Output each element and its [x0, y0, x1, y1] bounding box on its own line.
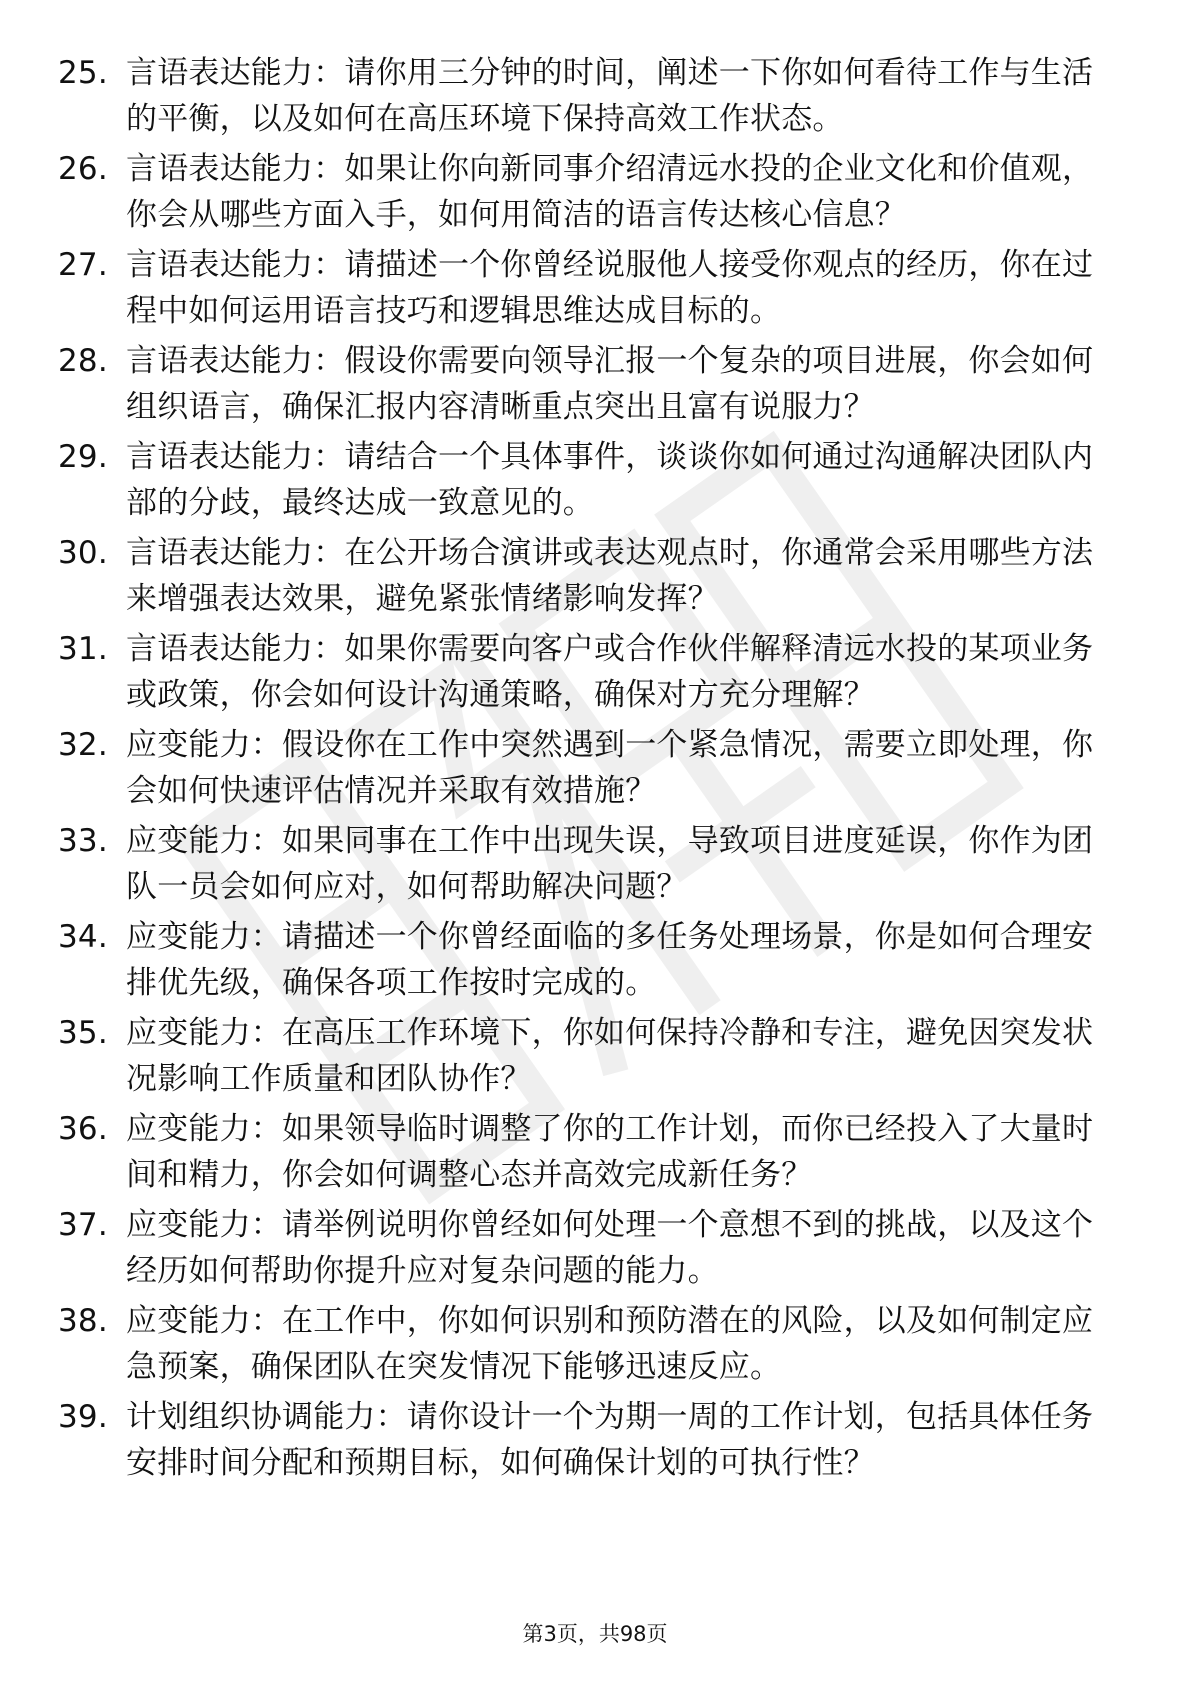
- question-number: 39.: [58, 1399, 108, 1435]
- question-text: 应变能力：如果领导临时调整了你的工作计划，而你已经投入了大量时间和精力，你会如何调整心态并高效完成新任务？: [126, 1111, 1094, 1193]
- question-item: [58, 1010, 1118, 1106]
- question-item: [58, 338, 1118, 434]
- question-item: [58, 434, 1118, 530]
- question-text: 应变能力：请描述一个你曾经面临的多任务处理场景，你是如何合理安排优先级，确保各项工作按时完成的。: [126, 919, 1094, 1001]
- question-text: 言语表达能力：在公开场合演讲或表达观点时，你通常会采用哪些方法来增强表达效果，避免紧张情绪影响发挥？: [126, 535, 1094, 617]
- page-footer: 第3页，共98页: [522, 1622, 668, 1646]
- question-text: 应变能力：请举例说明你曾经如何处理一个意想不到的挑战，以及这个经历如何帮助你提升应对复杂问题的能力。: [126, 1207, 1094, 1289]
- question-number: 33.: [58, 823, 108, 859]
- question-number: 36.: [58, 1111, 108, 1147]
- question-text: 言语表达能力：请描述一个你曾经说服他人接受你观点的经历，你在过程中如何运用语言技巧和逻辑思维达成目标的。: [126, 247, 1094, 329]
- question-item: [58, 818, 1118, 914]
- question-number: 31.: [58, 631, 108, 667]
- question-number: 35.: [58, 1015, 108, 1051]
- question-item: [58, 914, 1118, 1010]
- question-item: [58, 530, 1118, 626]
- question-number: 34.: [58, 919, 108, 955]
- question-item: [58, 722, 1118, 818]
- question-text: 应变能力：在高压工作环境下，你如何保持冷静和专注，避免因突发状况影响工作质量和团队协作？: [126, 1015, 1094, 1097]
- question-text: 应变能力：在工作中，你如何识别和预防潜在的风险，以及如何制定应急预案，确保团队在突发情况下能够迅速反应。: [126, 1303, 1094, 1385]
- question-number: 30.: [58, 535, 108, 571]
- question-text: 言语表达能力：如果你需要向客户或合作伙伴解释清远水投的某项业务或政策，你会如何设计沟通策略，确保对方充分理解？: [126, 631, 1094, 713]
- question-text: 言语表达能力：请你用三分钟的时间，阐述一下你如何看待工作与生活的平衡，以及如何在高压环境下保持高效工作状态。: [126, 55, 1094, 137]
- question-item: [58, 50, 1118, 146]
- question-item: [58, 1106, 1118, 1202]
- question-text: 言语表达能力：如果让你向新同事介绍清远水投的企业文化和价值观，你会从哪些方面入手，如何用简洁的语言传达核心信息？: [126, 151, 1094, 233]
- question-text: 言语表达能力：假设你需要向领导汇报一个复杂的项目进展，你会如何组织语言，确保汇报内容清晰重点突出且富有说服力？: [126, 343, 1094, 425]
- question-number: 32.: [58, 727, 108, 763]
- question-number: 28.: [58, 343, 108, 379]
- question-item: [58, 1298, 1118, 1394]
- question-item: [58, 1202, 1118, 1298]
- question-text: 应变能力：如果同事在工作中出现失误，导致项目进度延误，你作为团队一员会如何应对，如何帮助解决问题？: [126, 823, 1094, 905]
- question-text: 应变能力：假设你在工作中突然遇到一个紧急情况，需要立即处理，你会如何快速评估情况并采取有效措施？: [126, 727, 1094, 809]
- question-text: 计划组织协调能力：请你设计一个为期一周的工作计划，包括具体任务安排时间分配和预期目标，如何确保计划的可执行性？: [126, 1399, 1094, 1481]
- question-item: [58, 626, 1118, 722]
- question-number: 29.: [58, 439, 108, 475]
- question-list: [58, 50, 1118, 1490]
- question-number: 25.: [58, 55, 108, 91]
- question-number: 37.: [58, 1207, 108, 1243]
- question-item: [58, 1394, 1118, 1490]
- question-item: [58, 146, 1118, 242]
- question-item: [58, 242, 1118, 338]
- question-text: 言语表达能力：请结合一个具体事件，谈谈你如何通过沟通解决团队内部的分歧，最终达成一致意见的。: [126, 439, 1094, 521]
- question-number: 26.: [58, 151, 108, 187]
- question-number: 38.: [58, 1303, 108, 1339]
- question-number: 27.: [58, 247, 108, 283]
